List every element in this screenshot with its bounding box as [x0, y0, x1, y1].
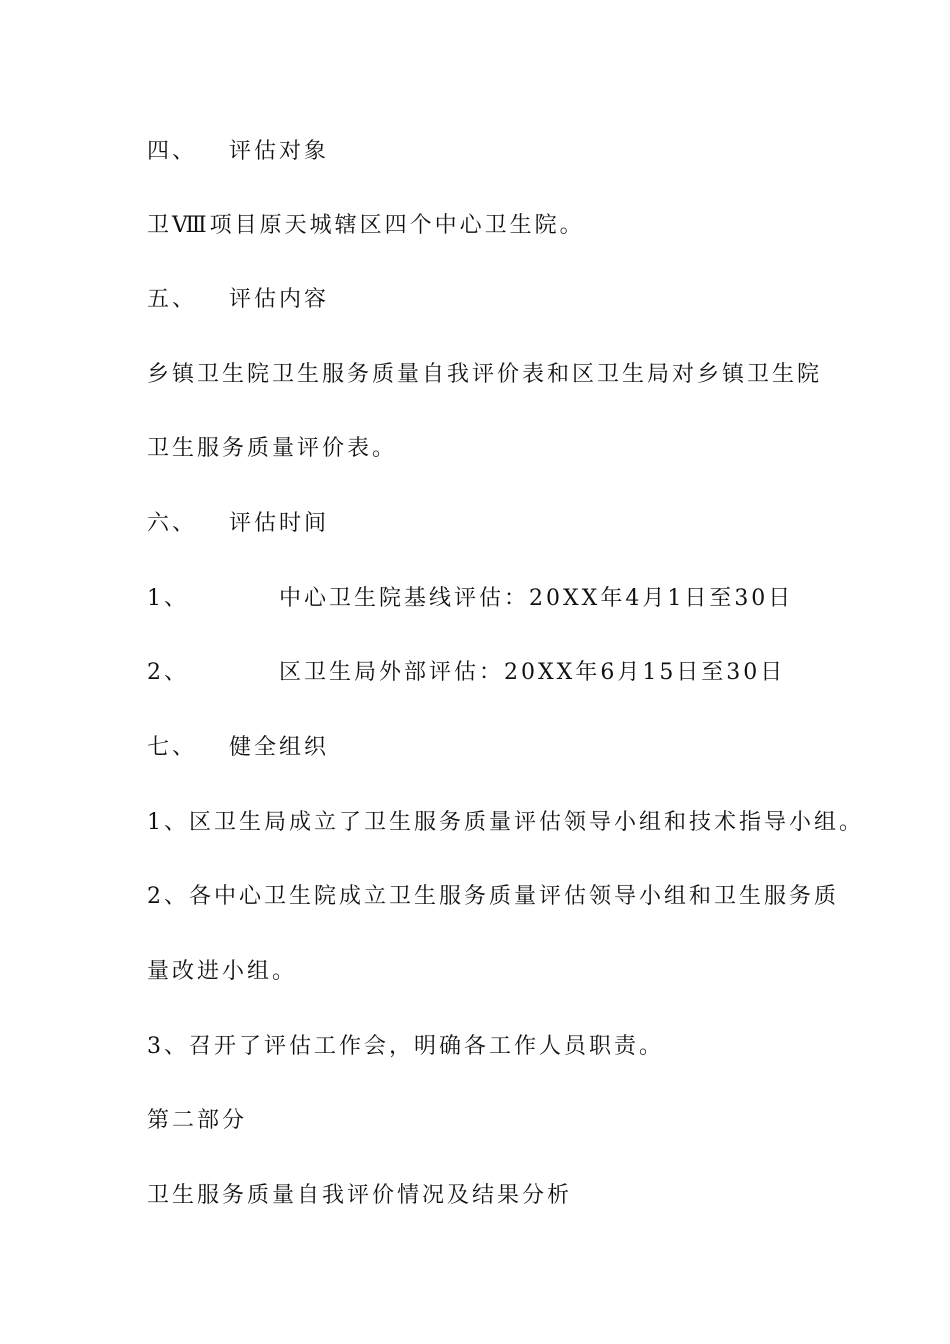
- section-number: 七、: [147, 735, 198, 760]
- paragraph: 量改进小组。: [147, 959, 298, 984]
- section-heading-7: [147, 733, 329, 763]
- list-item: [147, 658, 785, 688]
- paragraph: 1、区卫生局成立了卫生服务质量评估领导小组和技术指导小组。: [147, 810, 864, 835]
- paragraph: 卫Ⅷ项目原天城辖区四个中心卫生院。: [147, 213, 585, 238]
- part-subtitle: 卫生服务质量自我评价情况及结果分析: [147, 1183, 573, 1208]
- section-title: 健全组织: [229, 735, 330, 760]
- section-heading-4: [147, 137, 329, 167]
- list-item-number: 1、: [147, 586, 189, 611]
- paragraph: 卫生服务质量评价表。: [147, 436, 398, 461]
- section-title: 评估时间: [229, 511, 330, 536]
- part-title: 第二部分: [147, 1108, 248, 1133]
- section-number: 四、: [147, 139, 198, 164]
- paragraph: 乡镇卫生院卫生服务质量自我评价表和区卫生局对乡镇卫生院: [147, 362, 823, 387]
- section-title: 评估内容: [229, 287, 330, 312]
- section-heading-6: [147, 509, 329, 539]
- section-title: 评估对象: [229, 139, 330, 164]
- paragraph: 3、召开了评估工作会，明确各工作人员职责。: [147, 1034, 664, 1059]
- list-item-number: 2、: [147, 660, 189, 685]
- list-item-text: 区卫生局外部评估：20XX年6月15日至30日: [279, 660, 786, 685]
- section-heading-5: [147, 285, 329, 315]
- section-number: 六、: [147, 511, 198, 536]
- section-number: 五、: [147, 287, 198, 312]
- list-item: [147, 584, 793, 614]
- list-item-text: 中心卫生院基线评估：20XX年4月1日至30日: [279, 586, 794, 611]
- paragraph: 2、各中心卫生院成立卫生服务质量评估领导小组和卫生服务质: [147, 884, 839, 909]
